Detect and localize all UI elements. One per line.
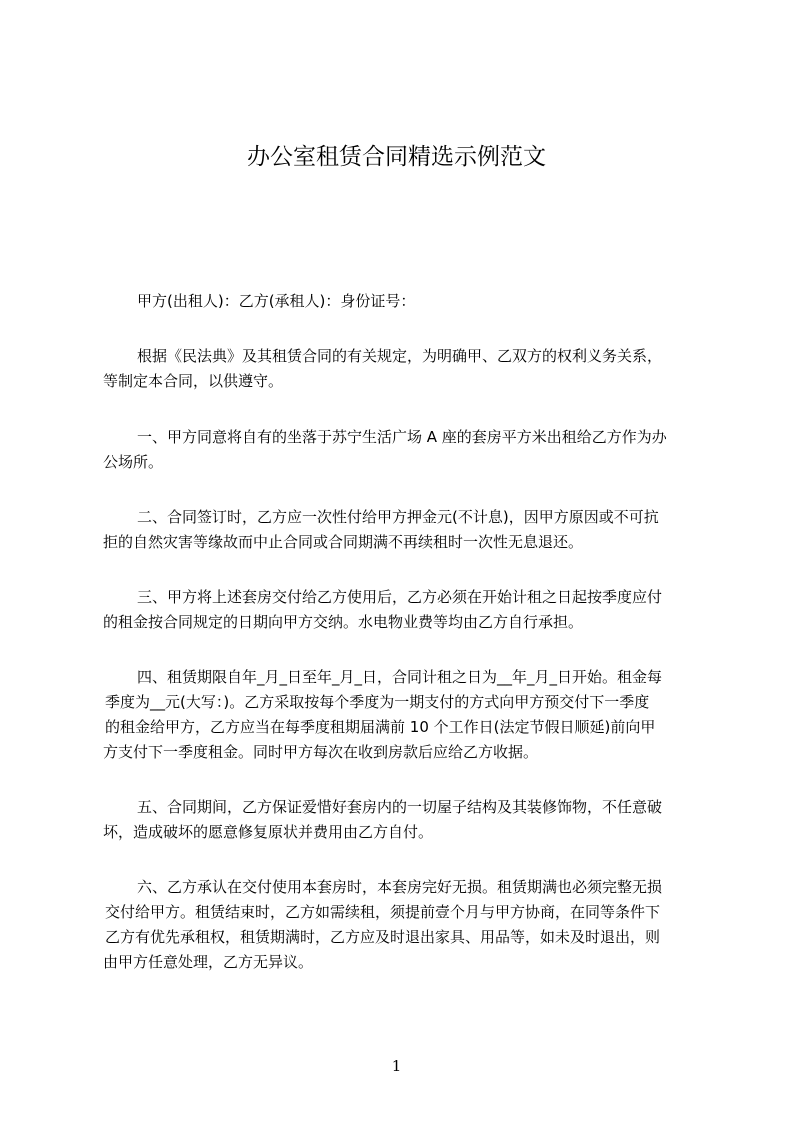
clause-1-line-2: 公场所。: [103, 453, 164, 471]
clause-4-line-4: 方支付下一季度租金。同时甲方每次在收到房款后应给乙方收据。: [103, 743, 539, 761]
clause-3-line-2: 的租金按合同规定的日期向甲方交纳。水电物业费等均由乙方自行承担。: [103, 613, 584, 631]
clause-1-line-1: 一、甲方同意将自有的坐落于苏宁生活广场 A 座的套房平方米出租给乙方作为办: [137, 428, 667, 446]
page-number: 1: [391, 1057, 402, 1075]
preamble-line-2: 等制定本合同，以供遵守。: [103, 372, 284, 390]
clause-6-line-2: 交付给甲方。租赁结束时，乙方如需续租，须提前壹个月与甲方协商，在同等条件下: [105, 903, 661, 921]
parties-line: 甲方(出租人)：乙方(承租人)：身份证号：: [137, 292, 416, 310]
document-title: 办公室租赁合同精选示例范文: [247, 144, 546, 170]
clause-4-line-2: 季度为__元(大写：)。乙方采取按每个季度为一期支付的方式向甲方预交付下一季度: [105, 693, 650, 711]
clause-2-line-1: 二、合同签订时，乙方应一次性付给甲方押金元(不计息)，因甲方原因或不可抗: [137, 508, 659, 526]
clause-4-line-3: 的租金给甲方，乙方应当在每季度租期届满前 10 个工作日(法定节假日顺延)前向甲: [105, 718, 656, 736]
clause-5-line-1: 五、合同期间，乙方保证爱惜好套房内的一切屋子结构及其装修饰物，不任意破: [137, 798, 663, 816]
clause-5-line-2: 坏，造成破坏的愿意修复原状并费用由乙方自付。: [103, 823, 434, 841]
clause-3-line-1: 三、甲方将上述套房交付给乙方使用后，乙方必须在开始计租之日起按季度应付: [137, 588, 663, 606]
clause-6-line-4: 由甲方任意处理，乙方无异议。: [103, 953, 314, 971]
preamble-line-1: 根据《民法典》及其租赁合同的有关规定，为明确甲、乙双方的权利义务关系，: [137, 347, 663, 365]
clause-2-line-2: 拒的自然灾害等缘故而中止合同或合同期满不再续租时一次性无息退还。: [103, 533, 584, 551]
clause-6-line-3: 乙方有优先承租权，租赁期满时，乙方应及时退出家具、用品等，如未及时退出，则: [105, 928, 661, 946]
clause-4-line-1: 四、租赁期限自年_月_日至年_月_日，合同计租之日为__年_月_日开始。租金每: [137, 668, 663, 686]
clause-6-line-1: 六、乙方承认在交付使用本套房时，本套房完好无损。租赁期满也必须完整无损: [137, 878, 663, 896]
